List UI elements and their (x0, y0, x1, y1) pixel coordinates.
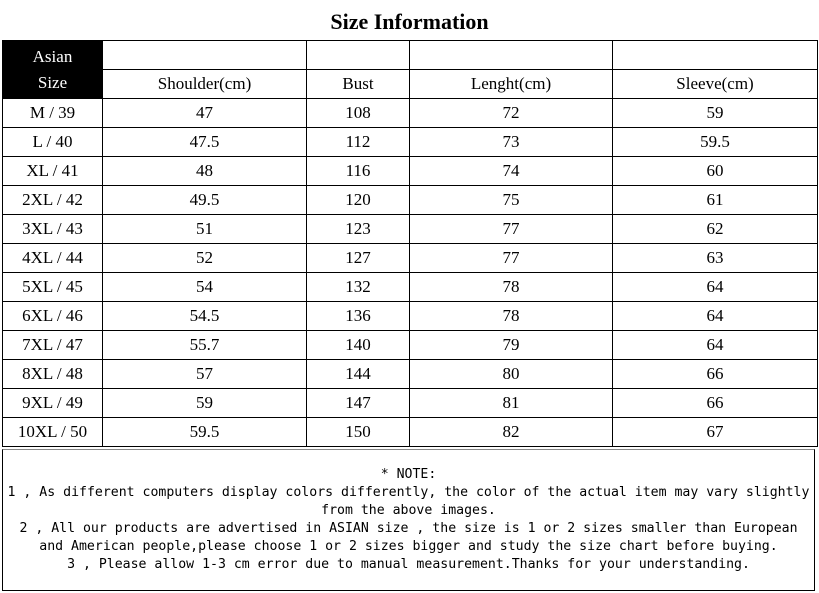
bust-cell: 108 (307, 99, 410, 128)
shoulder-cell: 47.5 (103, 128, 307, 157)
size-cell: 9XL / 49 (3, 389, 103, 418)
table-row (3, 360, 818, 389)
size-cell: 10XL / 50 (3, 418, 103, 447)
page-title: Size Information (330, 9, 489, 34)
header-length (410, 41, 613, 99)
length-cell: 78 (410, 273, 613, 302)
length-cell: 82 (410, 418, 613, 447)
shoulder-cell: 48 (103, 157, 307, 186)
header-length-label: Lenght(cm) (409, 69, 613, 97)
table-row (3, 99, 818, 128)
bust-cell: 147 (307, 389, 410, 418)
table-row (3, 186, 818, 215)
size-cell: 6XL / 46 (3, 302, 103, 331)
shoulder-cell: 49.5 (103, 186, 307, 215)
size-cell: 4XL / 44 (3, 244, 103, 273)
header-shoulder (103, 41, 307, 99)
header-sleeve (613, 41, 818, 99)
sleeve-cell: 64 (613, 331, 818, 360)
table-row (3, 128, 818, 157)
sleeve-cell: 67 (613, 418, 818, 447)
size-cell: 5XL / 45 (3, 273, 103, 302)
bust-cell: 144 (307, 360, 410, 389)
sleeve-cell: 66 (613, 360, 818, 389)
table-row (3, 244, 818, 273)
size-cell: 8XL / 48 (3, 360, 103, 389)
header-asian-size (3, 41, 103, 99)
table-header-row (3, 41, 818, 99)
table-row (3, 157, 818, 186)
notes-box (2, 449, 815, 591)
bust-cell: 127 (307, 244, 410, 273)
shoulder-cell: 51 (103, 215, 307, 244)
size-cell: M / 39 (3, 99, 103, 128)
notes-line: 1 , As different computers display colors differently, the color of the actual item may vary slightly (7, 485, 810, 500)
notes-line: 2 , All our products are advertised in ASIAN size , the size is 1 or 2 sizes smaller than European (19, 521, 798, 536)
header-bust (307, 41, 410, 99)
size-cell: 3XL / 43 (3, 215, 103, 244)
length-cell: 73 (410, 128, 613, 157)
shoulder-cell: 47 (103, 99, 307, 128)
shoulder-cell: 59.5 (103, 418, 307, 447)
notes-line: and American people,please choose 1 or 2 sizes bigger and study the size chart before buying. (39, 539, 778, 554)
length-cell: 79 (410, 331, 613, 360)
sleeve-cell: 61 (613, 186, 818, 215)
bust-cell: 123 (307, 215, 410, 244)
bust-cell: 132 (307, 273, 410, 302)
shoulder-cell: 55.7 (103, 331, 307, 360)
length-cell: 80 (410, 360, 613, 389)
table-row (3, 273, 818, 302)
sleeve-cell: 64 (613, 273, 818, 302)
shoulder-cell: 57 (103, 360, 307, 389)
header-asian-label: Asian (32, 46, 73, 66)
bust-cell: 112 (307, 128, 410, 157)
length-cell: 74 (410, 157, 613, 186)
size-cell: 2XL / 42 (3, 186, 103, 215)
notes-line: 3 , Please allow 1-3 cm error due to manual measurement.Thanks for your understanding. (67, 557, 750, 572)
sleeve-cell: 64 (613, 302, 818, 331)
sleeve-cell: 60 (613, 157, 818, 186)
header-size-label: Size (37, 72, 68, 92)
table-body (3, 99, 818, 447)
bust-cell: 116 (307, 157, 410, 186)
size-cell: L / 40 (3, 128, 103, 157)
shoulder-cell: 52 (103, 244, 307, 273)
table-row (3, 418, 818, 447)
bust-cell: 120 (307, 186, 410, 215)
bust-cell: 136 (307, 302, 410, 331)
table-row (3, 215, 818, 244)
shoulder-cell: 59 (103, 389, 307, 418)
table-row (3, 389, 818, 418)
table-row (3, 302, 818, 331)
notes-line: from the above images. (321, 503, 496, 518)
sleeve-cell: 59 (613, 99, 818, 128)
size-cell: 7XL / 47 (3, 331, 103, 360)
length-cell: 77 (410, 244, 613, 273)
bust-cell: 150 (307, 418, 410, 447)
header-shoulder-label: Shoulder(cm) (102, 69, 307, 97)
sleeve-cell: 66 (613, 389, 818, 418)
length-cell: 81 (410, 389, 613, 418)
header-sleeve-label: Sleeve(cm) (612, 69, 818, 97)
sleeve-cell: 62 (613, 215, 818, 244)
shoulder-cell: 54 (103, 273, 307, 302)
length-cell: 77 (410, 215, 613, 244)
table-row (3, 331, 818, 360)
sleeve-cell: 63 (613, 244, 818, 273)
bust-cell: 140 (307, 331, 410, 360)
header-bust-label: Bust (306, 69, 410, 97)
sleeve-cell: 59.5 (613, 128, 818, 157)
size-cell: XL / 41 (3, 157, 103, 186)
shoulder-cell: 54.5 (103, 302, 307, 331)
length-cell: 72 (410, 99, 613, 128)
notes-heading: * NOTE: (380, 467, 437, 482)
length-cell: 75 (410, 186, 613, 215)
length-cell: 78 (410, 302, 613, 331)
size-table (2, 40, 818, 447)
